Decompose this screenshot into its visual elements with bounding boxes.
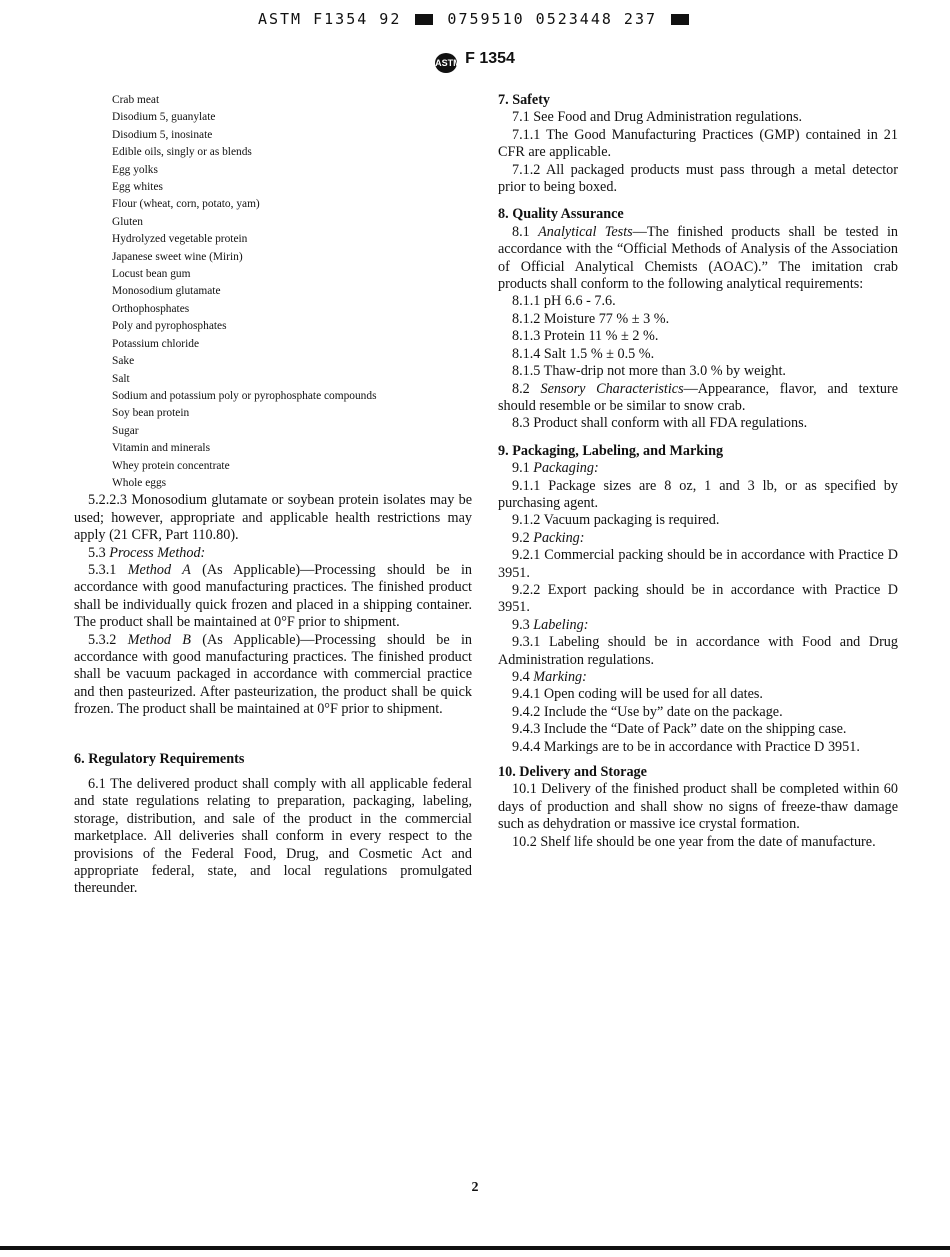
astm-logo-icon: ASTM [435, 53, 457, 73]
ingredient-list [74, 92, 472, 492]
section-9-heading: 9. Packaging, Labeling, and Marking [498, 442, 724, 459]
ingredient-item: Vitamin and minerals [112, 442, 211, 455]
section-8-heading: 8. Quality Assurance [498, 206, 624, 223]
paragraph-10-2: 10.2 Shelf life should be one year from the date of manufacture. [512, 833, 876, 850]
paragraph-9-4-2: 9.4.2 Include the “Use by” date on the package. [512, 703, 783, 720]
ingredient-item: Poly and pyrophosphates [112, 320, 227, 333]
paragraph-8-1-4: 8.1.4 Salt 1.5 % ± 0.5 %. [512, 345, 655, 362]
paragraph-7-1: 7.1 See Food and Drug Administration regulations. [512, 109, 803, 126]
paragraph-10-1: 10.1 Delivery of the finished product shall be completed within 60 days of production and shall show no signs of freeze-thaw damage such as dehydration or massive ice crystal formation. [498, 781, 898, 833]
scan-header-line [0, 10, 950, 28]
paragraph-9-4-1: 9.4.1 Open coding will be used for all dates. [512, 686, 763, 703]
document-designation [0, 50, 950, 73]
ingredient-item: Edible oils, singly or as blends [112, 146, 252, 159]
paragraph-7-1-1: 7.1.1 The Good Manufacturing Practices (GMP) contained in 21 CFR are applicable. [498, 126, 898, 161]
paragraph-9-3: 9.3 Labeling: [512, 616, 589, 633]
paragraph-8-1: 8.1 Analytical Tests—The finished products shall be tested in accordance with the “Official Methods of Analysis of the Association of Official Analytical Chemists (AOAC).” The imitation crab products shall conform to the following analytical requirements: [498, 223, 898, 293]
section-7-heading: 7. Safety [498, 92, 551, 108]
ingredient-item: Disodium 5, inosinate [112, 128, 213, 141]
paragraph-9-4-3: 9.4.3 Include the “Date of Pack” date on the shipping case. [512, 721, 847, 738]
redaction-block [415, 14, 433, 25]
paragraph-8-1-3: 8.1.3 Protein 11 % ± 2 %. [512, 328, 659, 345]
bottom-rule [0, 1246, 950, 1250]
ingredient-item: Sugar [112, 424, 139, 437]
paragraph-8-2: 8.2 Sensory Characteristics—Appearance, flavor, and texture should resemble or be similar to snow crab. [498, 380, 899, 414]
paragraph-8-1-2: 8.1.2 Moisture 77 % ± 3 %. [512, 310, 670, 327]
ingredient-item: Japanese sweet wine (Mirin) [112, 250, 243, 263]
section-6-heading: 6. Regulatory Requirements [74, 750, 245, 767]
ingredient-item: Whole eggs [112, 476, 167, 489]
paragraph-9-4-4: 9.4.4 Markings are to be in accordance with Practice D 3951. [512, 738, 860, 755]
ingredient-item: Sodium and potassium poly or pyrophosphate compounds [112, 389, 377, 402]
paragraph-9-1-1: 9.1.1 Package sizes are 8 oz, 1 and 3 lb, or as specified by purchasing agent. [498, 477, 898, 511]
ingredient-item: Monosodium glutamate [112, 285, 221, 298]
ingredient-item: Egg whites [112, 181, 163, 194]
paragraph-5-2-2-3: 5.2.2.3 Monosodium glutamate or soybean protein isolates may be used; however, appropriate and applicable health restrictions may apply (21 CFR, Part 110.80). [74, 492, 472, 544]
designation-number: F 1354 [465, 50, 515, 67]
paragraph-9-2-2: 9.2.2 Export packing should be in accordance with Practice D 3951. [498, 581, 898, 616]
paragraph-5-3-1: 5.3.1 Method A (As Applicable)—Processing should be in accordance with good manufacturing practices. The finished product shall be individually quick frozen and placed in a shipping container. The product shall be maintained at 0°F prior to shipment. [74, 561, 473, 631]
right-column [498, 92, 898, 851]
paragraph-9-4: 9.4 Marking: [512, 669, 587, 685]
paragraph-9-2-1: 9.2.1 Commercial packing should be in accordance with Practice D 3951. [498, 547, 898, 581]
paragraph-5-3: 5.3 Process Method: [88, 544, 206, 561]
paragraph-7-1-2: 7.1.2 All packaged products must pass through a metal detector prior to being boxed. [498, 161, 898, 196]
ingredient-item: Sake [112, 355, 135, 368]
paragraph-8-1-5: 8.1.5 Thaw-drip not more than 3.0 % by weight. [512, 363, 786, 380]
section-10-heading: 10. Delivery and Storage [498, 764, 647, 781]
redaction-block [671, 14, 689, 25]
ingredient-item: Potassium chloride [112, 337, 200, 350]
paragraph-8-1-1: 8.1.1 pH 6.6 - 7.6. [512, 293, 616, 310]
paragraph-8-3: 8.3 Product shall conform with all FDA regulations. [512, 415, 808, 432]
paragraph-9-2: 9.2 Packing: [512, 529, 585, 546]
scan-header-left: ASTM F1354 92 [257, 10, 402, 28]
ingredient-item: Orthophosphates [112, 302, 190, 315]
ingredient-item: Soy bean protein [112, 407, 190, 420]
paragraph-5-3-2: 5.3.2 Method B (As Applicable)—Processing should be in accordance with good manufacturing practices. The finished product shall be vacuum packaged in accordance with commercial practice and then pasteurized. After pasteurization, the product shall be quick frozen. The product shall be maintained at 0°F prior to shipment. [74, 631, 473, 718]
ingredient-item: Hydrolyzed vegetable protein [112, 233, 248, 246]
paragraph-6-1: 6.1 The delivered product shall comply with all applicable federal and state regulations relating to preparation, packaging, labeling, storage, distribution, and sale of the product in the commercial marketplace. All deliveries shall conform in every respect to the provisions of the Federal Food, Drug, and Cosmetic Act and appropriate federal, state, and local regulations promulgated thereunder. [74, 776, 472, 897]
ingredient-item: Disodium 5, guanylate [112, 111, 216, 124]
ingredient-item: Gluten [112, 215, 144, 228]
paragraph-9-1-2: 9.1.2 Vacuum packaging is required. [512, 512, 720, 529]
page-number: 2 [471, 1180, 479, 1195]
paragraph-9-3-1: 9.3.1 Labeling should be in accordance with Food and Drug Administration regulations. [498, 634, 898, 668]
scan-header-right: 0759510 0523448 237 [447, 10, 658, 28]
ingredient-item: Flour (wheat, corn, potato, yam) [112, 198, 260, 211]
ingredient-item: Salt [112, 372, 130, 385]
ingredient-item: Crab meat [112, 94, 160, 106]
paragraph-9-1: 9.1 Packaging: [512, 460, 599, 477]
ingredient-item: Egg yolks [112, 163, 158, 176]
ingredient-item: Locust bean gum [112, 268, 191, 281]
left-column [74, 92, 472, 898]
ingredient-item: Whey protein concentrate [112, 459, 230, 472]
